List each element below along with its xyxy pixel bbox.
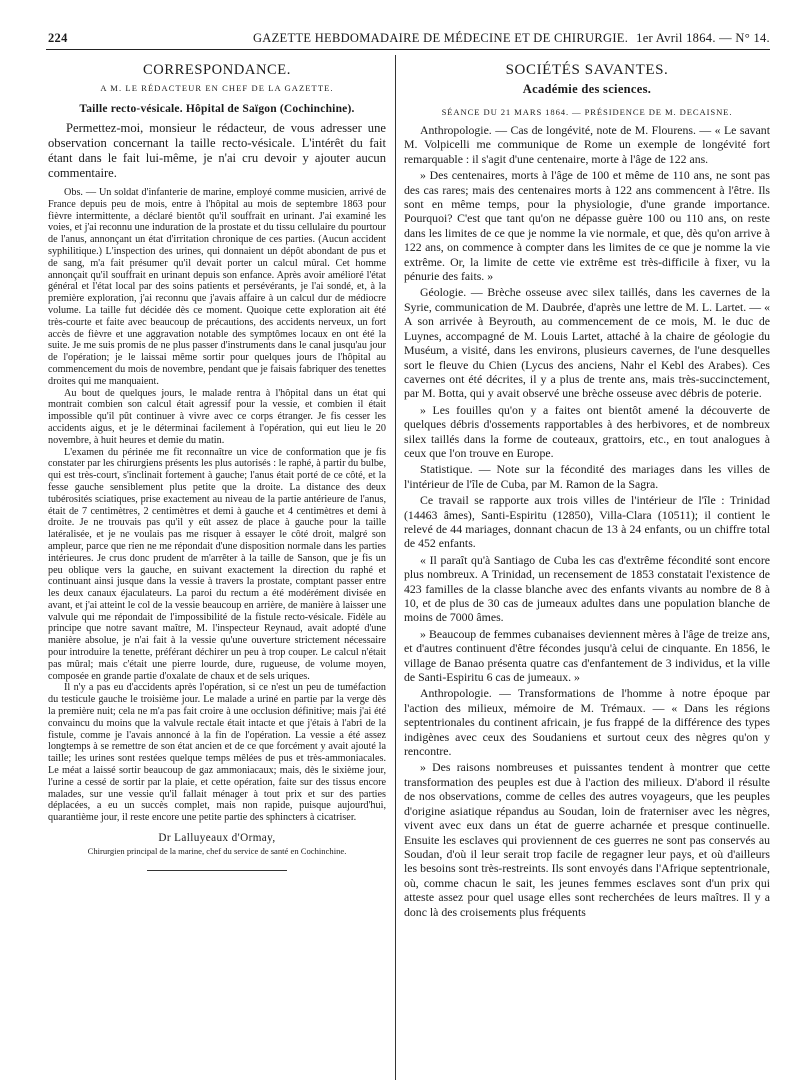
article-subject: Taille recto-vésicale. Hôpital de Saïgon (Cochinchine). [79, 103, 355, 115]
statistics-paragraph-3: » Beaucoup de femmes cubanaises deviennent mères à l'âge de treize ans, et d'autres continuent d'être fécondes jusqu'à celui de cinquante. En 1856, le village de Banao présenta quatre cas d'enfantement de 3 individus, et la ville de Santi-Espiritu 6 cas de jumeaux. » [404, 626, 770, 685]
observation-paragraph-2: Au bout de quelques jours, le malade rentra à l'hôpital dans un état qui montrait combien son calcul était agressif pour la vessie, et combien il était impossible qu'il pût continuer à vivre avec ce corps étranger. Je fis cesser les accidents aigus, et je le déterminai facilement à l'opération, qui eut lieu le 20 novembre, à huit heures et demie du matin. [48, 387, 386, 446]
author-title: Chirurgien principal de la marine, chef du service de santé en Cochinchine. [87, 846, 347, 857]
statistics-paragraph-1: Ce travail se rapporte aux trois villes de l'intérieur de l'île : Trinidad (14463 âmes), Santi-Espiritu (12850), Villa-Clara (10511); il contient le relevé de 44 mariages, donnant chacun de 13 à 24 enfants, ou un chiffre total de 452 enfants. [404, 493, 770, 551]
intro-paragraph: Permettez-moi, monsieur le rédacteur, de vous adresser une observation concernant la taille recto-vésicale. L'intérêt du fait étant dans le fait lui-même, je n'ai cru devoir y ajouter aucun commentaire. [48, 121, 386, 180]
geology-paragraph-2: » Les fouilles qu'on y a faites ont bientôt amené la découverte de quelques débris d'ossements rapportables à des herbivores, et de nombreux silex taillés dans la forme de couteaux, grattoirs, etc., en tout analogues à ceux que l'on trouve en Europe. [404, 402, 770, 460]
header-rule [46, 49, 770, 50]
column-divider [395, 55, 396, 1080]
observation-paragraph-4: Il n'y a pas eu d'accidents après l'opération, si ce n'est un peu de tuméfaction du testicule gauche le troisième jour. Le malade a uriné en partie par la verge dès la première nuit; cela ne m'a pas fait croire à une occlusion définitive; mais j'ai été convaincu du moins que la valvule rectale était intacte et que j'étais à l'abri de la fistule, comme je l'avais annoncé à la fin de l'opération. La vessie a été assez longtemps à se remettre de son état ancien et de ce que forcément y avait ajouté la taille; les urines sont restées quelque temps mêlées de pus et très-ammoniacales. Le méat a laissé sortir beaucoup de gaz ammoniacaux; mais, dès le sixième jour, l'urine a cessé de sortir par la plaie, et cette opération, faite sur des tissus encore malades, sur une vessie qu'il fallait ménager à tout prix et sur des parties déplacées, a eu un succès complet, mais non rapide, puisque aujourd'hui, quarantième jour, il reste encore une petite partie des sphincters à cicatriser. [48, 682, 386, 824]
publication-title: GAZETTE HEBDOMADAIRE DE MÉDECINE ET DE CHIRURGIE. [252, 30, 629, 45]
addressee-line: A M. LE RÉDACTEUR EN CHEF DE LA GAZETTE. [100, 83, 334, 93]
longevity-paragraph-2: » Des centenaires, morts à l'âge de 100 et même de 110 ans, ne sont pas des cas rares; mais des centenaires morts à 122 ans commencent à l'être. Ils sont en même temps, pour la physiologie, d'une grande importance. Pourquoi? C'est que tant qu'on ne dépasse guère 100 ou 110 ans, on reste dans les limites de ce que je nomme la vie normale, et que, dès qu'on arrive à 122 ans, on commence à compter dans les limites de ce que je nomme la vie extrême. Or, la limite de cette vie extrême est très-difficile à fixer, vu la pénurie des faits. » [404, 168, 770, 284]
page-header [48, 29, 770, 47]
transformation-paragraph-2: » Des raisons nombreuses et puissantes tendent à montrer que cette transformation des peuples est due à l'action des milieux. D'abord il résulte de nos observations, comme de celles des autres voyageurs, que les peuples d'origine asiatique répandus au Soudan, loin de fraterniser avec les nègres, vivent avec eux dans un état de guerre acharnée et presque continuelle. Ensuite les esclaves qui proviennent de ces guerres ne sont pas conservés au Soudan, d'où il leur serait trop facile de regagner leur pays, et où d'ailleurs les besoins sont très-restreints. Ils sont envoyés dans l'Afrique septentrionale, où, comme chacun le sait, les jeunes femmes esclaves sont d'un prix qui atteste assez pour quel usage elles sont recherchées de leurs maîtres. Il y a donc là des croisements plus fréquents [404, 760, 770, 919]
academy-subtitle: Académie des sciences. [522, 82, 652, 96]
geology-paragraph-1: Géologie. — Brèche osseuse avec silex taillés, dans les cavernes de la Syrie, communication de M. Daubrée, d'après une lettre de M. L. Lartet. — « A son arrivée à Beyrouth, au commencement de ce mois, M. le duc de Luynes, accompagné de M. Louis Lartet, attaché à la chaire de géologie du Muséum, a visité, dans les environs, plusieurs cavernes, de l'une desquelles sort le fleuve du Chien (Lycus des anciens, Nahr el Kebl des Arabes). Ces cavernes ont été décrites, il y a plus de trente ans, mais très-succinctement, par M. Botta, qui y avait observé une brèche osseuse avec débris de poterie. [404, 285, 770, 401]
longevity-paragraph-1: Anthropologie. — Cas de longévité, note de M. Flourens. — « Le savant M. Volpicelli me communique de Rome un exemple de longévité fort remarquable : il s'agit d'une centenaire, morte à l'âge de 122 ans. [404, 123, 770, 166]
left-column [48, 58, 386, 1083]
statistics-paragraph-2: « Il paraît qu'à Santiago de Cuba les cas d'extrême fécondité sont encore plus nombreux. A Trinidad, un recensement de 1853 constatait l'existence de 423 familles de la classe blanche avec des enfants vivants au nombre de 8 à 10, et de plus de 30 cas de jumeaux adultes dans une population blanche de moins de 7000 âmes. [404, 552, 770, 625]
issue-date: 1er Avril 1864. — N° 14. [636, 30, 770, 45]
article-end-rule [147, 870, 287, 871]
author-signature: Dr Lalluyeaux d'Ormay, [158, 832, 276, 845]
transformation-paragraph-1: Anthropologie. — Transformations de l'homme à notre époque par l'action des milieux, mémoire de M. Trémaux. — « Dans les régions septentrionales du continent africain, je fus frappé de la différence des types indigènes avec ceux des Soudaniens et surtout ceux des nègres qu'on y rencontre. [404, 686, 770, 759]
observation-paragraph-3: L'examen du périnée me fit reconnaître un vice de conformation que je fis constater par les chirurgiens présents les plus autorisés : le raphé, à partir du bulbe, qui est très-court, s'inclinait fortement à gauche; l'anus était porté de ce côté, et la fesse gauche sensiblement plus petite que la droite. La distance des deux tubérosités sciatiques, prise exactement au niveau de la partie antérieure de l'anus, était de 7 centimètres, 2 centimètres et demi à gauche et 4 centimètres et demi à droite. Je ne trouvais pas qu'il y eût assez de place à gauche pour la taille latéralisée, et je ne voulais pas me risquer à essayer le côté droit, malgré son ampleur, parce que rien ne me répondait d'une disposition normale dans les parties intérieures. Je crus donc prudent de m'arrêter à la taille de Sanson, que je fis un peu oblique vers la gauche, en suivant exactement la direction du raphé et continuant ainsi jusque dans la vessie à travers la prostate, comptant passer entre les deux canaux éjaculateurs. La paroi du rectum a été modérément divisée en avant, et j'ai atteint le col de la vessie beaucoup en arrière, de manière à laisser une valvule qui me répondait de l'impossibilité de la fistule recto-vésicale. Fidèle au principe que notre savant maître, M. l'inspecteur Reynaud, avait adopté d'une manière absolue, je n'ai fait à la vessie qu'une ouverture strictement nécessaire pour introduire la tenette, préférant déchirer un peu à trop couper. Le calcul n'était pas mûral; mais c'était une pierre lourde, dure, rugueuse, de volume moyen, composée en grande partie d'oxalate de chaux et de sels uriques. [48, 446, 386, 682]
right-column [404, 58, 770, 1083]
observation-paragraph-1: Obs. — Un soldat d'infanterie de marine, employé comme musicien, arrivé de France depuis peu de mois, entre à l'hôpital au mois de septembre 1863 pour fièvre intermittente, a déclaré bientôt qu'il souffrait en urinant. J'ai examiné les voies, et j'ai reconnu une induration de la prostate et du tissu cellulaire du pourtour de l'anus, annonçant un état d'irritation chronique de ces parties. (Aucun accident syphilitique.) L'inspection des urines, qui donnaient un dépôt abondant de pus et de sang, m'a fait présumer qu'il devait porter un calcul mûral. Cet homme annonçait qu'il souffrait en urinant depuis son enfance. Après avoir amélioré l'état général et l'état local par des soins patients et persévérants, je l'ai sondé, et, à la première exploration, j'ai reconnu que j'avais affaire à un calcul dur de médiocre volume. La taille fut décidée dès ce moment. Quoique cette exploration ait été très-courte et faite avec beaucoup de précautions, des accidents nerveux, un fort accès de fièvre et une aggravation notable des symptômes locaux en ont été la suite. Je me suis promis de ne plus passer d'instruments dans le canal jusqu'au jour de l'opération; je le laissai même sortir pour quelques jours de l'hôpital au commencement du mois de novembre, pendant que je faisais fabriquer des tenettes droites qui me manquaient. [48, 187, 386, 387]
session-line: SÉANCE DU 21 MARS 1864. — PRÉSIDENCE DE M. DECAISNE. [441, 107, 733, 117]
section-title-correspondance: CORRESPONDANCE. [143, 62, 291, 78]
page-number: 224 [48, 30, 68, 45]
statistics-heading: Statistique. — Note sur la fécondité des mariages dans les villes de l'intérieur de l'île de Cuba, par M. Ramon de la Sagra. [404, 462, 770, 491]
section-title-societes: SOCIÉTÉS SAVANTES. [505, 62, 669, 78]
